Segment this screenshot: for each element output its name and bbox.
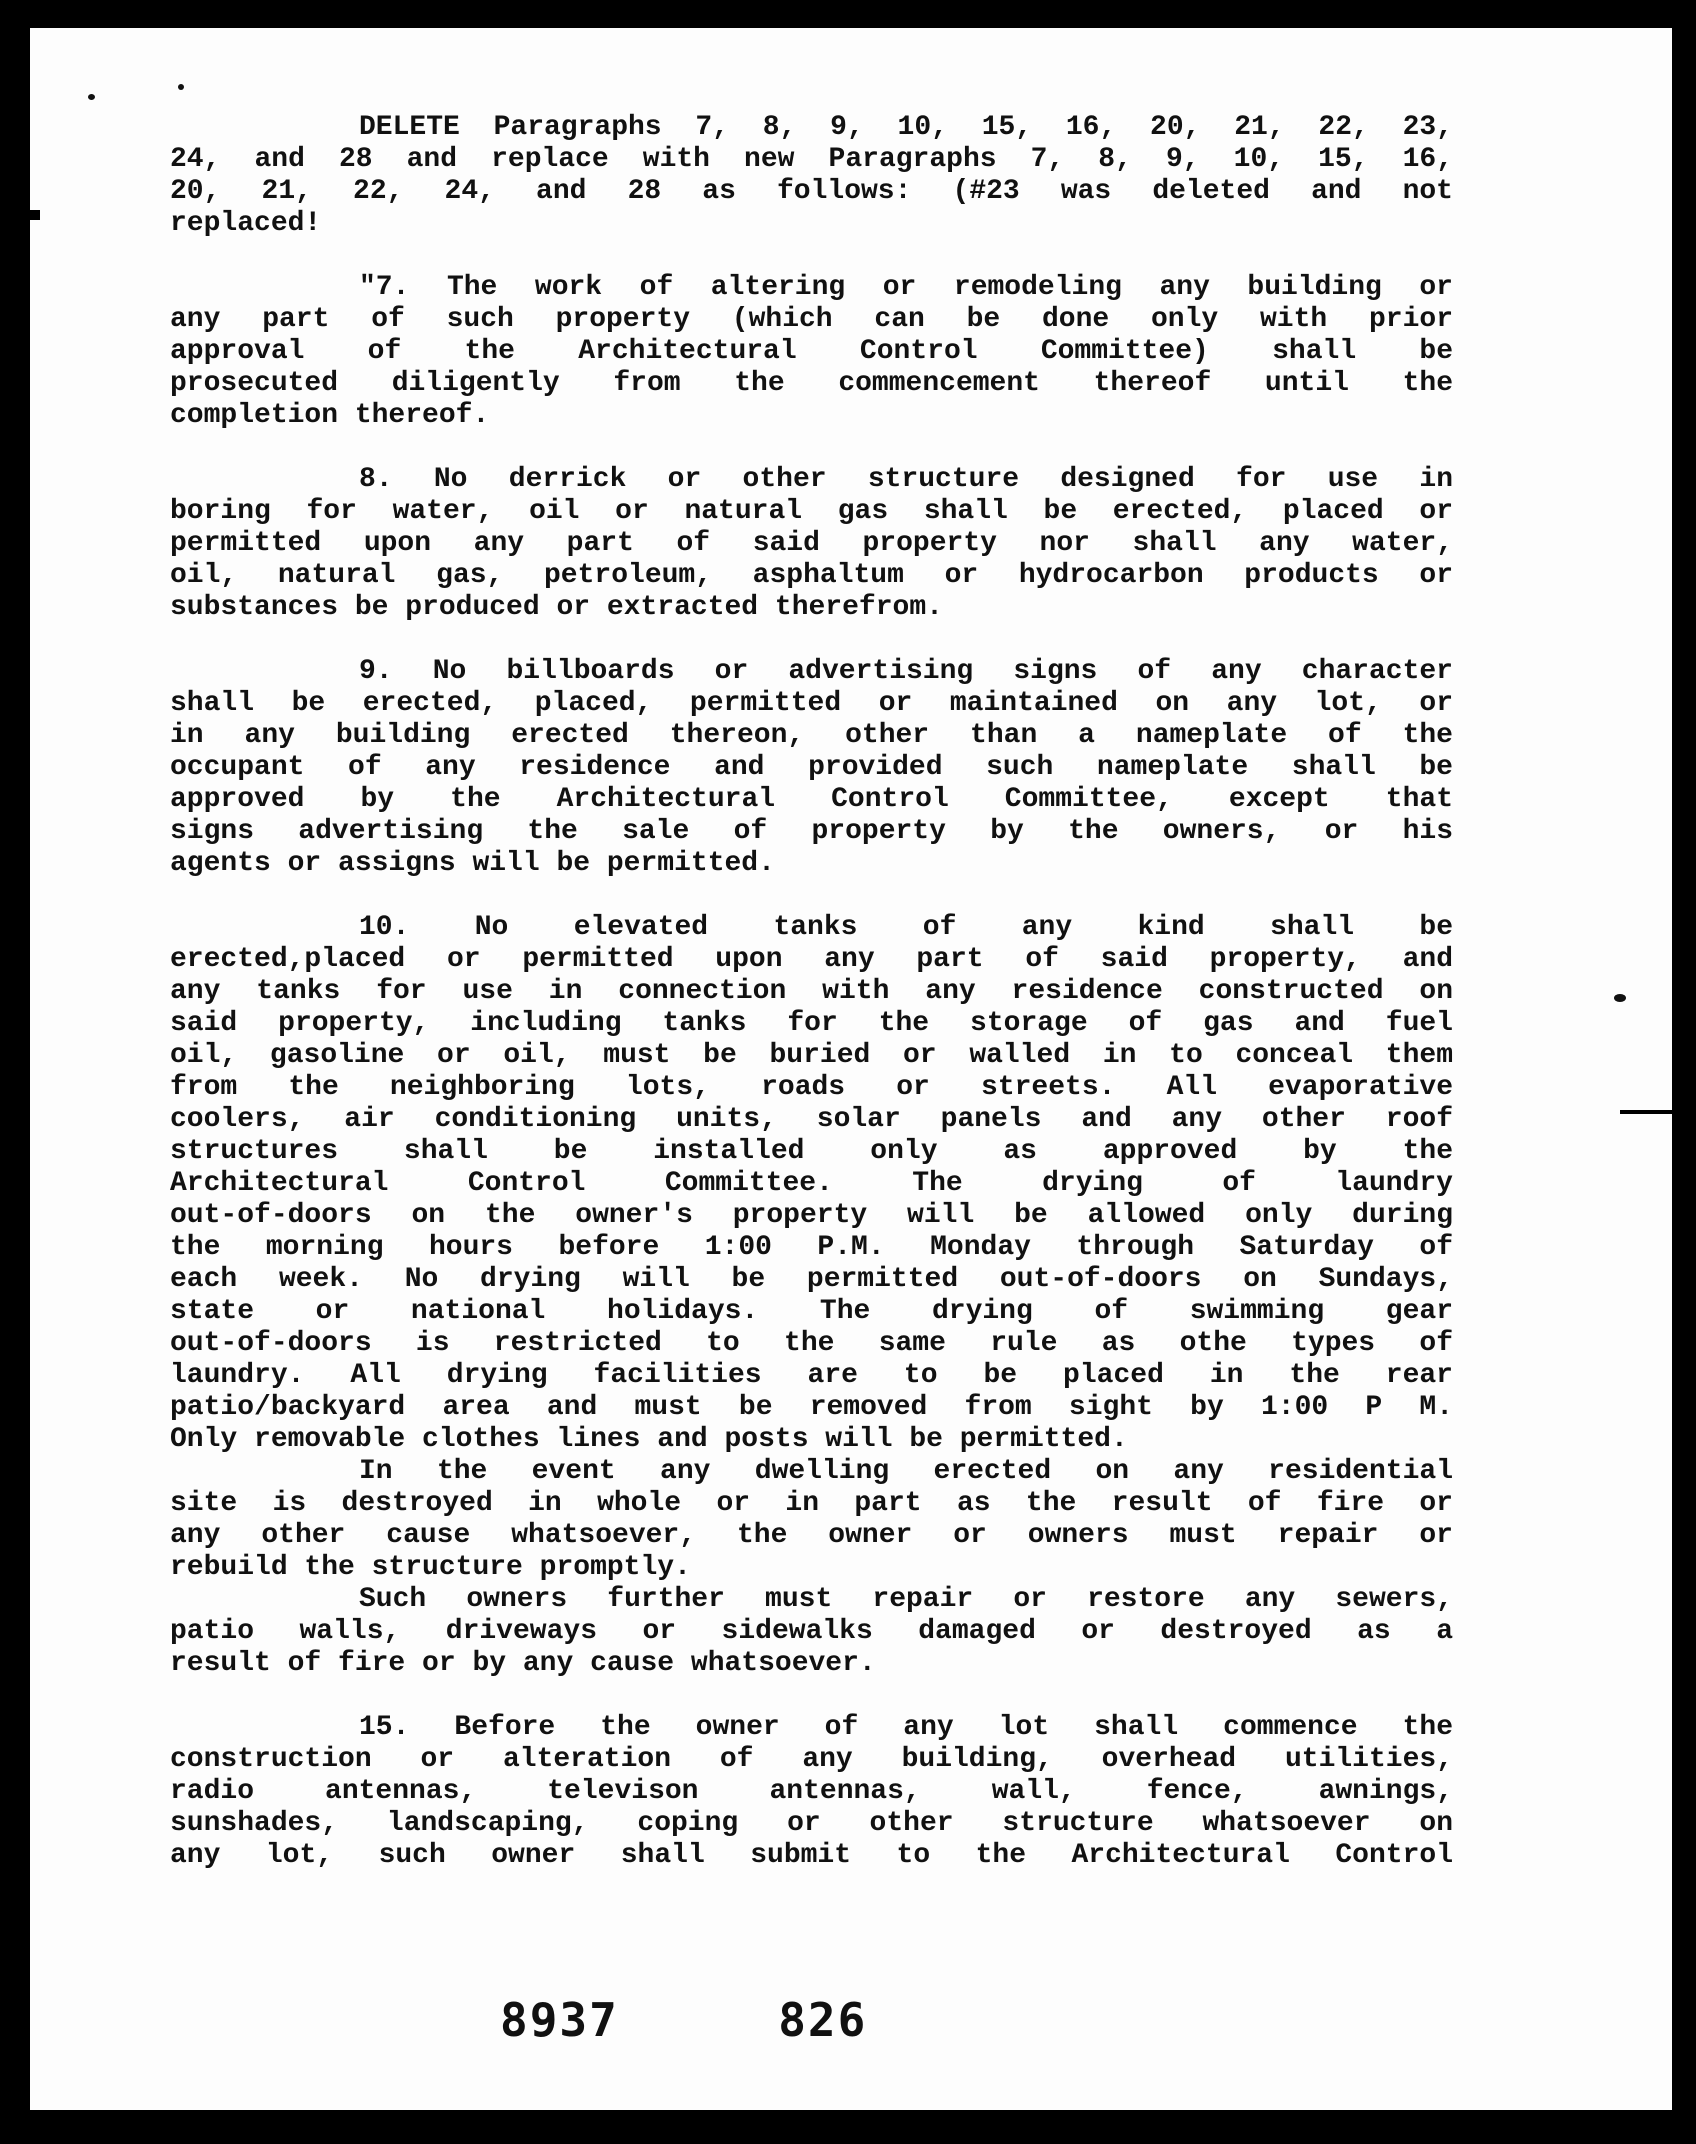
paragraph-10 <box>170 912 1453 1456</box>
text-line: patio/backyard area and must be removed from sight by 1:00 P M. <box>170 1392 1453 1423</box>
text-line: In the event any dwelling erected on any residential <box>359 1456 1453 1487</box>
text-line: prosecuted diligently from the commencement thereof until the <box>170 368 1453 399</box>
text-line: occupant of any residence and provided such nameplate shall be <box>170 752 1453 783</box>
text-line: out-of-doors on the owner's property will be allowed only during <box>170 1200 1453 1231</box>
text-line: from the neighboring lots, roads or streets. All evaporative <box>170 1072 1453 1103</box>
paragraph-10-repairs <box>170 1584 1453 1680</box>
text-line: approval of the Architectural Control Committee) shall be <box>170 336 1453 367</box>
paragraph-7 <box>170 272 1453 432</box>
text-line: boring for water, oil or natural gas shall be erected, placed or <box>170 496 1453 527</box>
text-line: completion thereof. <box>170 400 490 431</box>
intro-paragraph <box>170 112 1453 240</box>
text-line: 10. No elevated tanks of any kind shall be <box>359 912 1453 943</box>
text-line: approved by the Architectural Control Committee, except that <box>170 784 1453 815</box>
page-number: 826 <box>778 1993 868 2047</box>
text-line: in any building erected thereon, other than a nameplate of the <box>170 720 1453 751</box>
text-line: the morning hours before 1:00 P.M. Monday through Saturday of <box>170 1232 1453 1263</box>
text-line: 20, 21, 22, 24, and 28 as follows: (#23 was deleted and not <box>170 176 1453 207</box>
scan-edge-mark <box>1620 1110 1680 1114</box>
text-line: rebuild the structure promptly. <box>170 1552 691 1583</box>
text-line: radio antennas, televison antennas, wall, fence, awnings, <box>170 1776 1453 1807</box>
recording-number <box>500 1993 867 2047</box>
text-line: each week. No drying will be permitted out-of-doors on Sundays, <box>170 1264 1453 1295</box>
text-line: out-of-doors is restricted to the same rule as othe types of <box>170 1328 1453 1359</box>
text-line: Such owners further must repair or restore any sewers, <box>359 1584 1453 1615</box>
text-line: oil, natural gas, petroleum, asphaltum or hydrocarbon products or <box>170 560 1453 591</box>
scan-speck <box>178 84 184 90</box>
text-line: construction or alteration of any building, overhead utilities, <box>170 1744 1453 1775</box>
scan-edge-mark <box>0 210 40 220</box>
text-line: substances be produced or extracted therefrom. <box>170 592 943 623</box>
text-line: Only removable clothes lines and posts will be permitted. <box>170 1424 1128 1455</box>
paragraph-9 <box>170 656 1453 880</box>
text-line: laundry. All drying facilities are to be placed in the rear <box>170 1360 1453 1391</box>
text-line: shall be erected, placed, permitted or maintained on any lot, or <box>170 688 1453 719</box>
text-line: oil, gasoline or oil, must be buried or walled in to conceal them <box>170 1040 1453 1071</box>
book-number: 8937 <box>500 1993 619 2047</box>
text-line: any lot, such owner shall submit to the Architectural Control <box>170 1840 1453 1871</box>
text-line: agents or assigns will be permitted. <box>170 848 775 879</box>
text-line: 8. No derrick or other structure designed for use in <box>359 464 1453 495</box>
text-line: any other cause whatsoever, the owner or owners must repair or <box>170 1520 1453 1551</box>
text-line: Architectural Control Committee. The drying of laundry <box>170 1168 1453 1199</box>
paragraph-15 <box>170 1712 1453 1872</box>
document-body <box>170 112 1453 1872</box>
text-line: DELETE Paragraphs 7, 8, 9, 10, 15, 16, 20, 21, 22, 23, <box>359 112 1453 143</box>
text-line: result of fire or by any cause whatsoever. <box>170 1648 876 1679</box>
text-line: signs advertising the sale of property by the owners, or his <box>170 816 1453 847</box>
text-line: "7. The work of altering or remodeling any building or <box>359 272 1453 303</box>
scan-speck <box>1614 994 1626 1002</box>
text-line: 24, and 28 and replace with new Paragraphs 7, 8, 9, 10, 15, 16, <box>170 144 1453 175</box>
text-line: replaced! <box>170 208 322 239</box>
text-line: coolers, air conditioning units, solar panels and any other roof <box>170 1104 1453 1135</box>
text-line: 9. No billboards or advertising signs of any character <box>359 656 1453 687</box>
paragraph-10-fire-rebuild <box>170 1456 1453 1584</box>
text-line: site is destroyed in whole or in part as the result of fire or <box>170 1488 1453 1519</box>
text-line: any tanks for use in connection with any residence constructed on <box>170 976 1453 1007</box>
text-line: erected,placed or permitted upon any part of said property, and <box>170 944 1453 975</box>
paragraph-8 <box>170 464 1453 624</box>
text-line: structures shall be installed only as approved by the <box>170 1136 1453 1167</box>
text-line: state or national holidays. The drying of swimming gear <box>170 1296 1453 1327</box>
text-line: said property, including tanks for the storage of gas and fuel <box>170 1008 1453 1039</box>
text-line: patio walls, driveways or sidewalks damaged or destroyed as a <box>170 1616 1453 1647</box>
text-line: permitted upon any part of said property nor shall any water, <box>170 528 1453 559</box>
text-line: 15. Before the owner of any lot shall commence the <box>359 1712 1453 1743</box>
text-line: any part of such property (which can be done only with prior <box>170 304 1453 335</box>
text-line: sunshades, landscaping, coping or other structure whatsoever on <box>170 1808 1453 1839</box>
scan-speck <box>88 94 95 100</box>
